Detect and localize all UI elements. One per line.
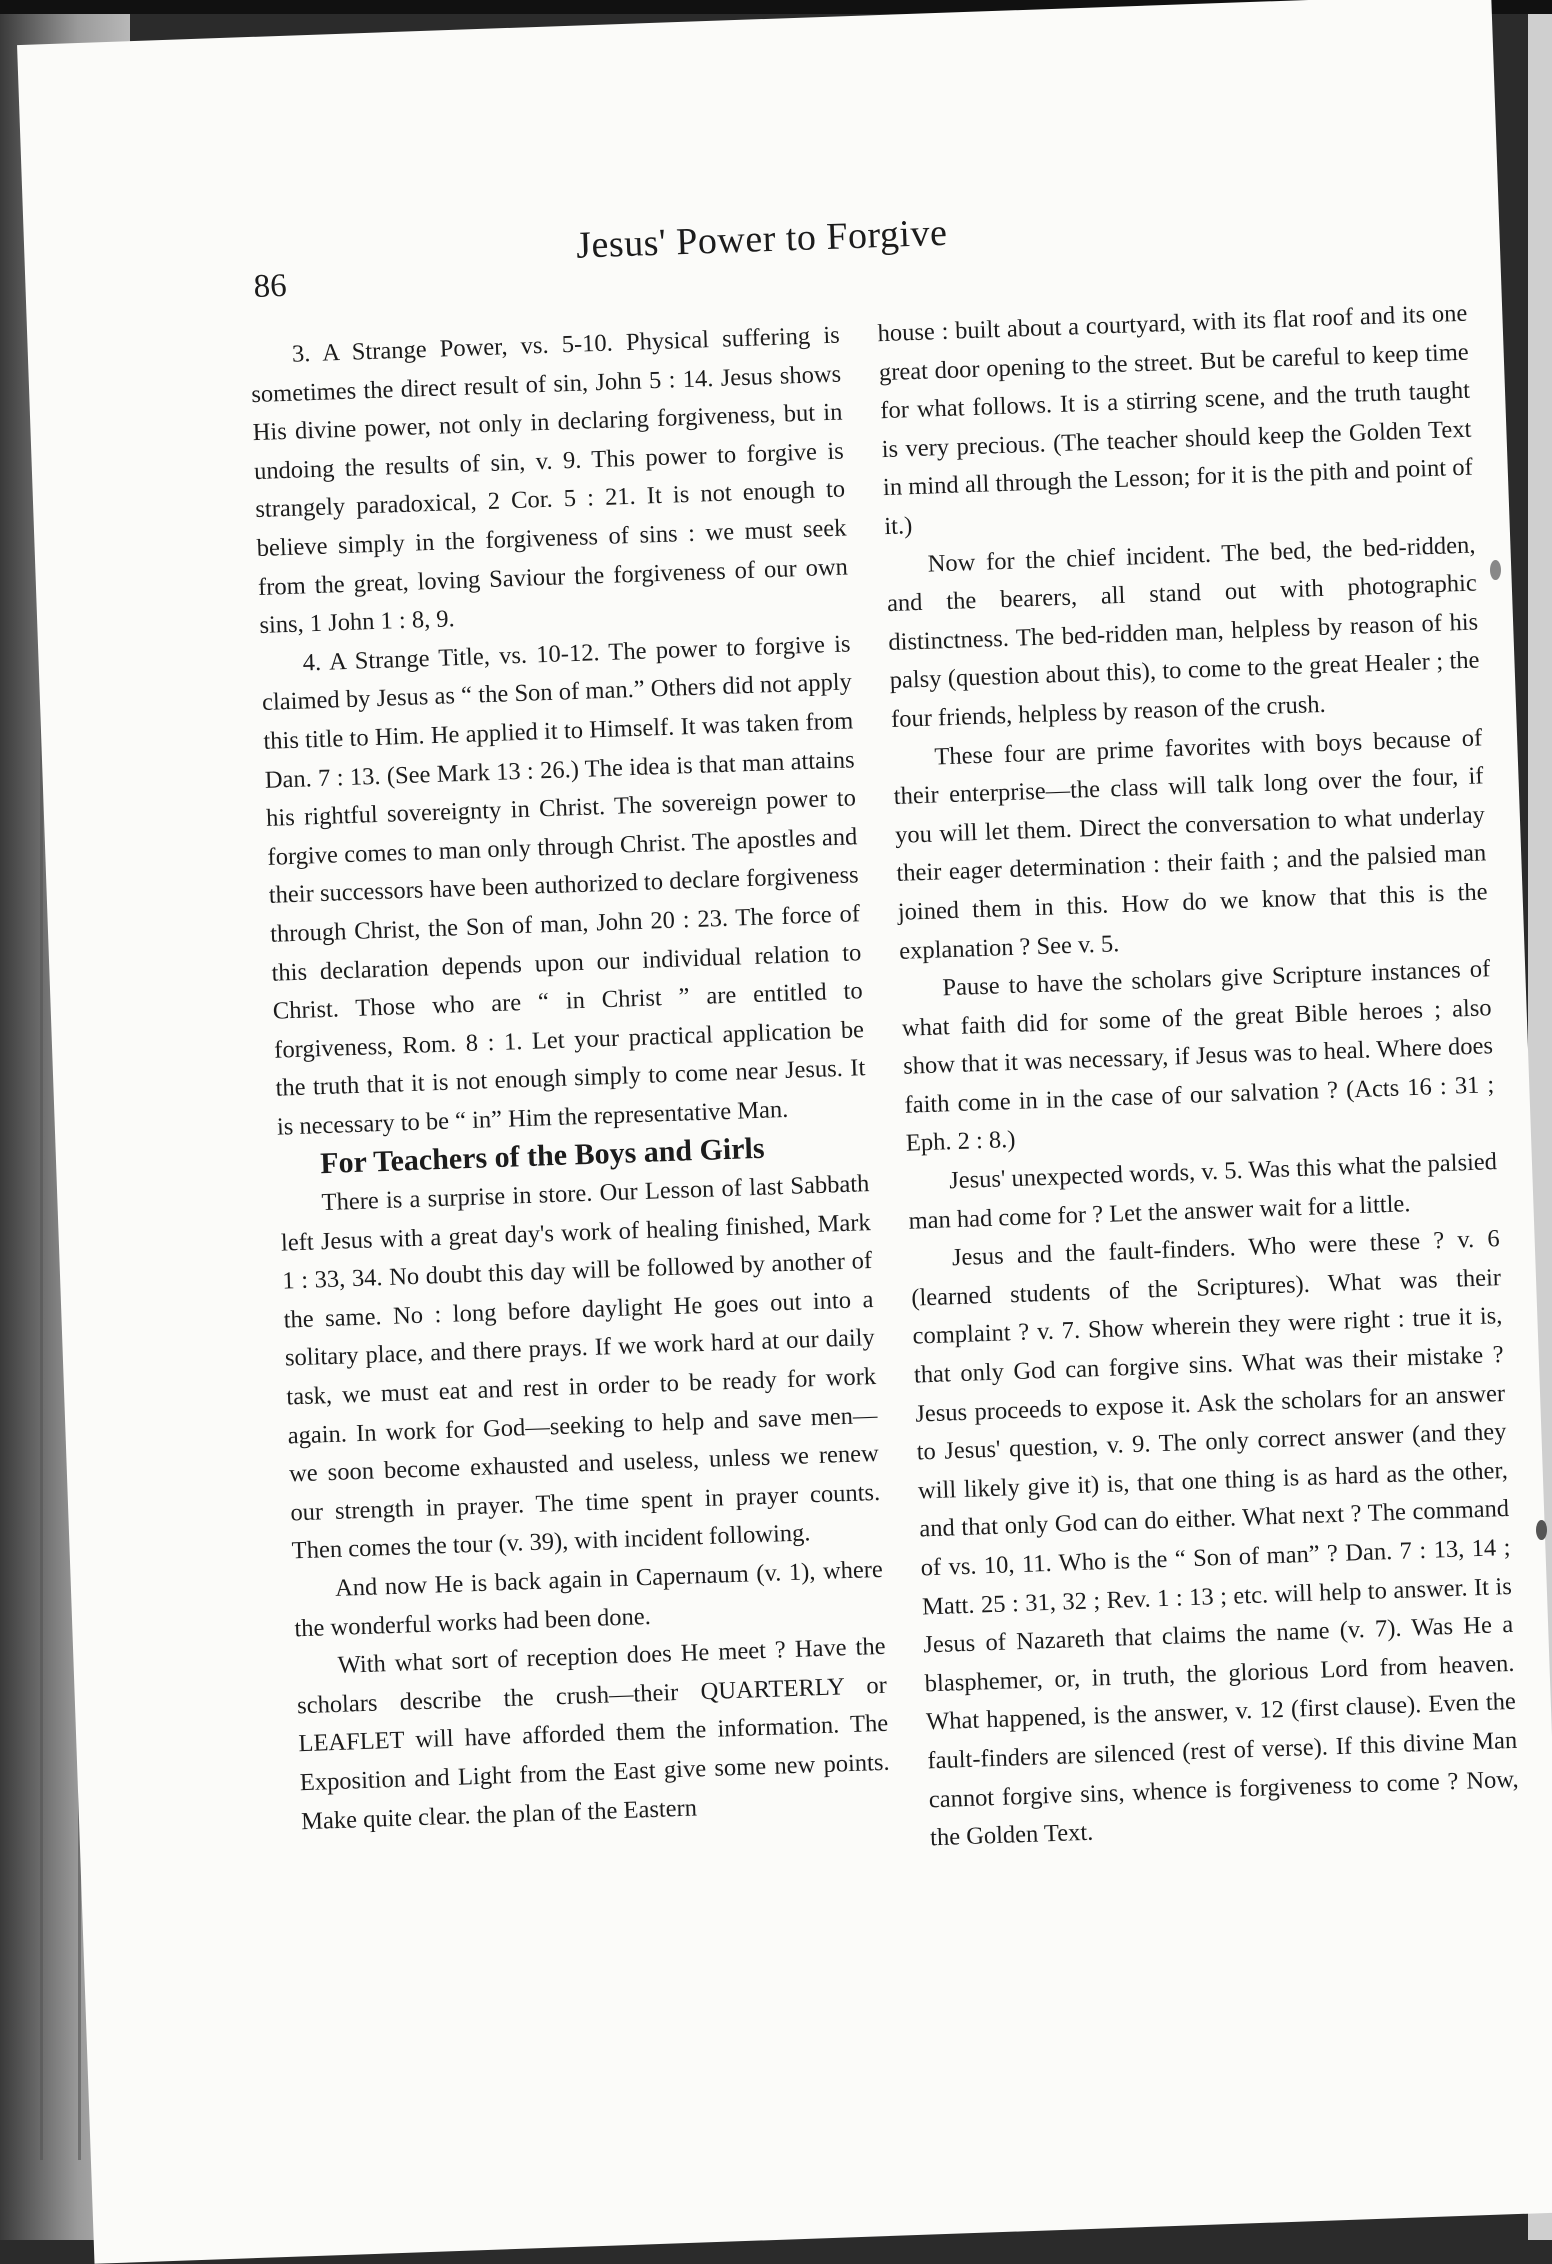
running-title: Jesus' Power to Forgive	[575, 211, 949, 267]
paragraph: There is a surprise in store. Our Lesson of last Sabbath left Jesus with a great day's work of healing finished, Mark 1 : 33, 34. No doubt this day will be followed by another of the same. No : long before daylight He goes out into a solitary place, and there prays. If we work hard at our daily task, we must eat and rest in order to be ready for work again. In work for God—seeking to help and save men—we soon become exhausted and useless, unless we renew our strength in prayer. The time spent in prayer counts. Then comes the tour (v. 39), with incident following.	[280, 1170, 881, 1565]
paragraph: And now He is back again in Capernaum (v. 1), where the wonderful works had been done.	[293, 1555, 884, 1642]
paragraph: house : built about a courtyard, with its flat roof and its one great door opening to the street. But be careful to keep time for what follows. It is a stirring scene, and the truth taught is very precious. (The teacher should keep the Golden Text in mind all through the Lesson; for it is the pith and point of it.)	[877, 299, 1474, 541]
paragraph: Jesus' unexpected words, v. 5. Was this what the palsied man had come for ? Let the answer wait for a little.	[908, 1148, 1498, 1235]
left-column	[249, 317, 891, 1842]
book-page	[17, 0, 1552, 2264]
page-number: 86	[252, 267, 288, 305]
section-heading: For Teachers of the Boys and Girls	[319, 1132, 766, 1181]
paragraph: With what sort of reception does He meet ? Have the scholars describe the crush—their QUARTERLY or LEAFLET will have afforded them the information. The Exposition and Light from the East give some new points. Make quite clear. the plan of the Eastern	[296, 1632, 890, 1835]
right-column	[877, 295, 1521, 1858]
binding-ring-hole	[1490, 560, 1501, 580]
paragraph: These four are prime favorites with boys because of their enterprise—the class will talk long over the four, if you will let them. Direct the conversation to what underlay their eager determination : their faith ; and the palsied man joined them in this. How do we know that this is the explanation ? See v. 5.	[893, 723, 1488, 965]
paragraph: Jesus and the fault-finders. Who were these ? v. 6 (learned students of the Scriptures). What was their complaint ? v. 7. Show wherein they were right : true it is, that only God can forgive sins. What was their mistake ? Jesus proceeds to expose it. Ask the scholars for an answer to Jesus' question, v. 9. The only correct answer (and they will likely give it) is, that one thing is as hard as the other, and that only God can do either. What next ? The command of vs. 10, 11. Who is the “ Son of man” ? Dan. 7 : 13, 14 ; Matt. 25 : 31, 32 ; Rev. 1 : 13 ; etc. will help to answer. It is Jesus of Nazareth that claims the name (v. 7). Was He a blasphemer, or, in truth, the glorious Lord from heaven. What happened, is the answer, v. 12 (first clause). Even the fault-finders are silenced (rest of verse). If this divine Man cannot forgive sins, whence is forgiveness to come ? Now, the Golden Text.	[910, 1225, 1519, 1852]
paragraph: Now for the chief incident. The bed, the bed-ridden, and the bearers, all stand out with photographic distinctness. The bed-ridden man, helpless by reason of his palsy (question about this), to come to the great Healer ; the four friends, helpless by reason of the crush.	[886, 531, 1480, 733]
binding-ring-hole	[1536, 1520, 1547, 1540]
paragraph: 4. A Strange Title, vs. 10-12. The power to forgive is claimed by Jesus as “ the Son of man.” Others did not apply this title to Him. He applied it to Himself. It was taken from Dan. 7 : 13. (See Mark 13 : 26.) The idea is that man attains his rightful sovereignty in Christ. The sovereign power to forgive comes to man only through Christ. The apostles and their successors have been authorized to declare forgiveness through Christ, the Son of man, John 20 : 23. The force of this declaration depends upon our individual relation to Christ. Those who are “ in Christ ” are entitled to forgiveness, Rom. 8 : 1. Let your practical application be the truth that it is not enough simply to come near Jesus. It is necessary to be “ in” Him the representative Man.	[261, 630, 866, 1141]
paragraph: Pause to have the scholars give Scripture instances of what faith did for some of the great Bible heroes ; also show that it was necessary, if Jesus was to heal. Where does faith come in in the case of our salvation ? (Acts 16 : 31 ; Eph. 2 : 8.)	[901, 955, 1495, 1158]
paragraph: 3. A Strange Power, vs. 5-10. Physical suffering is sometimes the direct result of sin, John 5 : 14. Jesus shows His divine power, not only in declaring forgiveness, but in undoing the results of sin, v. 9. This power to forgive is strangely paradoxical, 2 Cor. 5 : 21. It is not enough to believe simply in the forgiveness of sins : we must seek from the great, loving Saviour the forgiveness of our own sins, 1 John 1 : 8, 9.	[250, 321, 849, 640]
